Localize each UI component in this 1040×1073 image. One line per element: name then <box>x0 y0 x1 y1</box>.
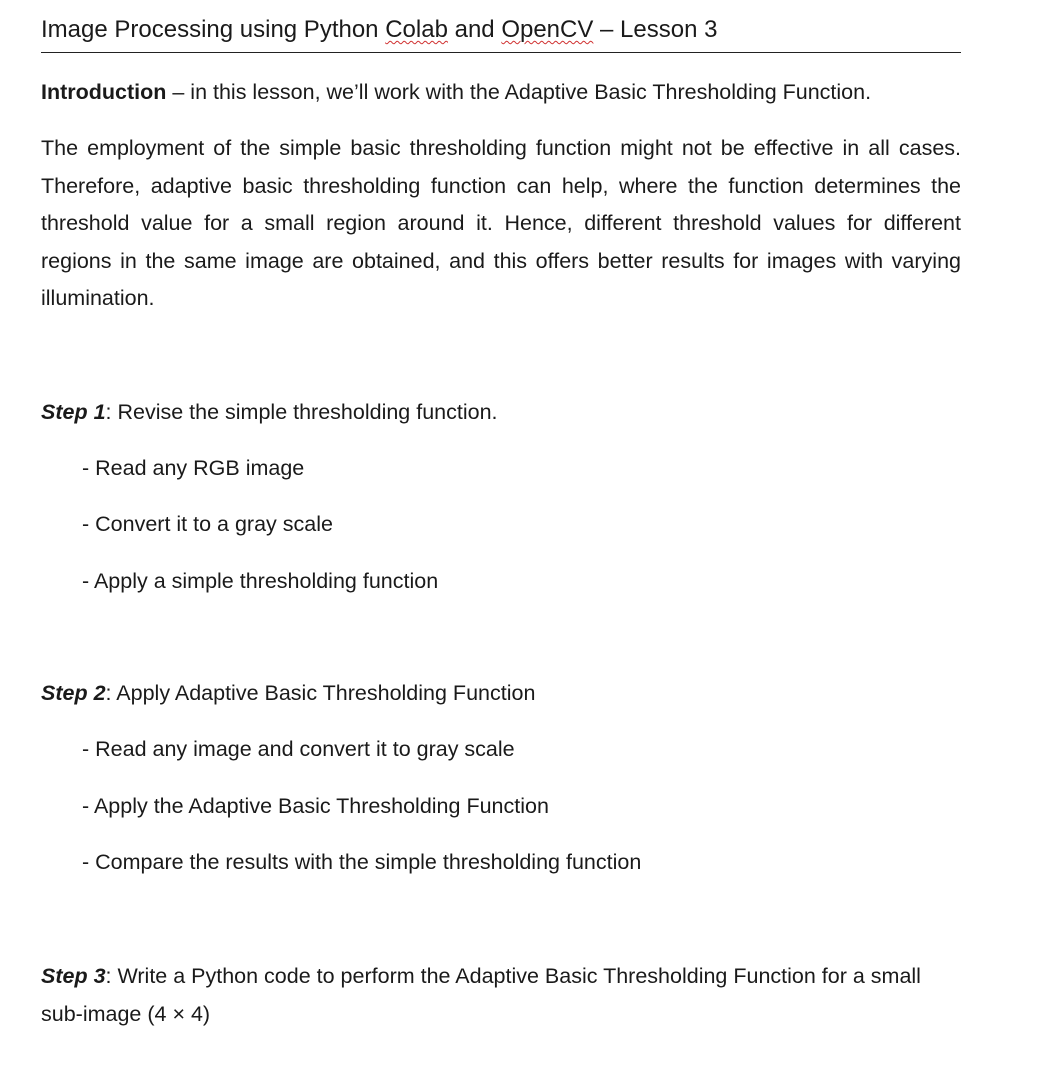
introduction-text: – in this lesson, we’ll work with the Adaptive Basic Thresholding Function. <box>166 80 872 104</box>
title-opencv-word: OpenCV <box>501 16 594 43</box>
step-1-heading <box>41 396 961 428</box>
step-1-bullet-2: - Convert it to a gray scale <box>82 512 333 536</box>
step-3-text: : Write a Python code to perform the Adaptive Basic Thresholding Function for a small sub-image (4 × 4) <box>41 964 921 1026</box>
title-text-2: and <box>447 16 502 43</box>
step-2-text: : Apply Adaptive Basic Thresholding Function <box>105 681 536 705</box>
step-3-label: Step 3 <box>41 964 106 988</box>
step-1-label: Step 1 <box>41 400 106 424</box>
introduction-label: Introduction <box>41 80 167 104</box>
title-text-1: Image Processing using Python <box>41 16 386 43</box>
step-1-bullet-3: - Apply a simple thresholding function <box>82 569 439 593</box>
introduction-line <box>41 76 961 108</box>
title-text-3: – Lesson 3 <box>593 16 718 43</box>
step-1-bullet-1: - Read any RGB image <box>82 456 305 480</box>
step-2-label: Step 2 <box>41 681 106 705</box>
step-2-bullet-3: - Compare the results with the simple thresholding function <box>82 850 642 874</box>
document-title <box>41 12 961 53</box>
body-paragraph: The employment of the simple basic thresholding function might not be effective in all cases. Therefore, adaptive basic thresholding function can help, where the function determines the threshold value for a small region around it. Hence, different threshold values for different regions in the same image are obtained, and this offers better results for images with varying illumination. <box>41 136 961 311</box>
title-colab-word: Colab <box>385 16 448 43</box>
step-2-bullet-1: - Read any image and convert it to gray scale <box>82 737 515 761</box>
step-1-text: : Revise the simple thresholding function. <box>105 400 498 424</box>
step-2-heading <box>41 677 961 709</box>
step-2-bullet-2: - Apply the Adaptive Basic Thresholding Function <box>82 794 549 818</box>
step-3-heading <box>41 958 951 1033</box>
